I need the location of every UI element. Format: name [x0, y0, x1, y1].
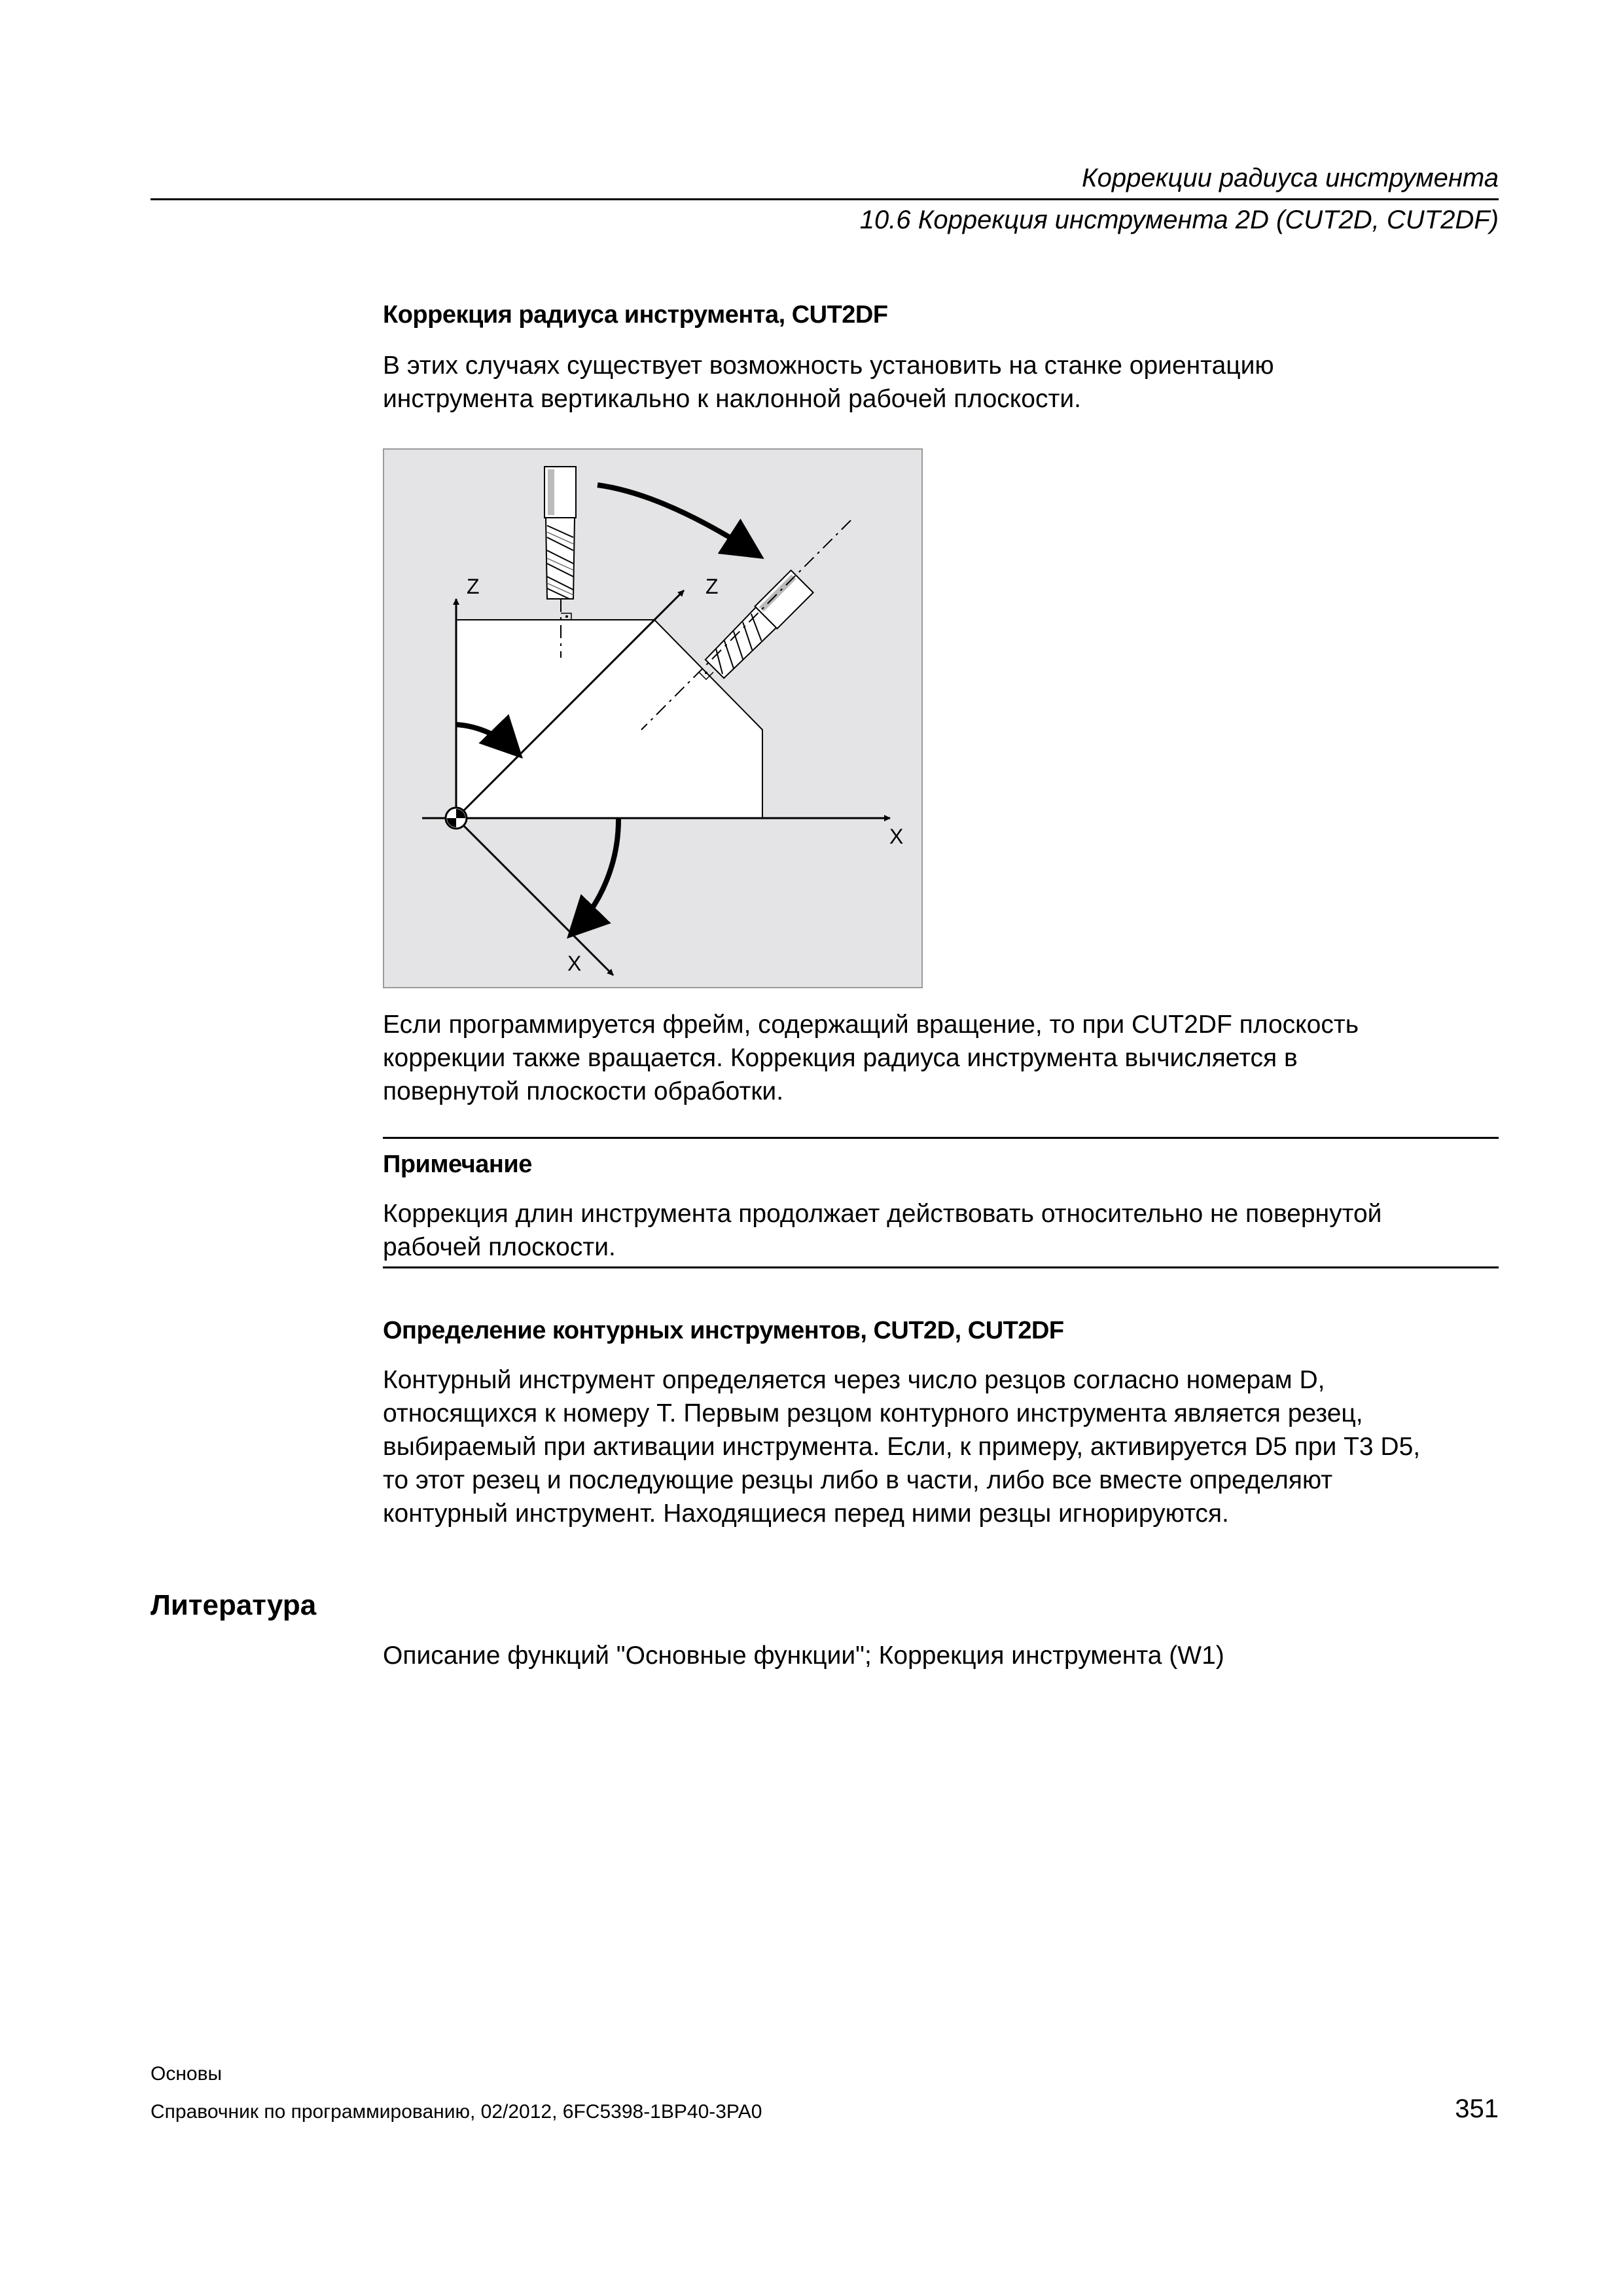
running-header-chapter: Коррекции радиуса инструмента	[1082, 164, 1499, 192]
text-line: инструмента вертикально к наклонной рабочей плоскости.	[383, 385, 1081, 413]
note-bottom-rule	[383, 1266, 1499, 1268]
text-line: то этот резец и последующие резцы либо в части, либо все вместе определяют	[383, 1466, 1333, 1494]
section-heading-cut2df: Коррекция радиуса инструмента, CUT2DF	[383, 301, 888, 329]
text-line: Если программируется фрейм, содержащий вращение, то при CUT2DF плоскость	[383, 1011, 1359, 1039]
text-line: Контурный инструмент определяется через число резцов согласно номерам D,	[383, 1366, 1325, 1394]
text-line: выбираемый при активации инструмента. Если, к примеру, активируется D5 при T3 D5,	[383, 1433, 1421, 1461]
section2-paragraph	[383, 1008, 1359, 1108]
page-number: 351	[1455, 2094, 1499, 2123]
literature-heading: Литература	[151, 1589, 317, 1621]
running-header-section: 10.6 Коррекция инструмента 2D (CUT2D, CUT2DF)	[859, 206, 1499, 234]
text-line: повернутой плоскости обработки.	[383, 1077, 784, 1105]
text-line: относящихся к номеру T. Первым резцом контурного инструмента является резец,	[383, 1399, 1363, 1427]
footer-line-1: Основы	[151, 2063, 223, 2085]
section3-paragraph	[383, 1363, 1420, 1530]
origin-symbol-icon	[446, 808, 467, 829]
rotated-z-axis-label: Z	[705, 575, 719, 598]
header-rule	[151, 198, 1499, 200]
text-line: Коррекция длин инструмента продолжает действовать относительно не повернутой	[383, 1200, 1382, 1228]
note-paragraph	[383, 1197, 1382, 1264]
cut2df-diagram	[383, 448, 923, 988]
text-line: В этих случаях существует возможность установить на станке ориентацию	[383, 351, 1274, 380]
footer-line-2: Справочник по программированию, 02/2012, 6FC5398-1BP40-3PA0	[151, 2101, 762, 2123]
literature-reference: Описание функций "Основные функции"; Коррекция инструмента (W1)	[383, 1641, 1224, 1670]
section-heading-contour-tools: Определение контурных инструментов, CUT2D, CUT2DF	[383, 1317, 1064, 1344]
note-top-rule	[383, 1137, 1499, 1139]
text-line: коррекции также вращается. Коррекция радиуса инструмента вычисляется в	[383, 1044, 1298, 1072]
section1-paragraph	[383, 349, 1274, 416]
note-heading: Примечание	[383, 1151, 532, 1178]
x-axis-label: X	[889, 825, 904, 848]
rotated-x-axis-label: X	[567, 952, 582, 975]
z-axis-label: Z	[467, 575, 480, 598]
right-angle-dot	[705, 672, 707, 674]
text-line: контурный инструмент. Находящиеся перед ними резцы игнорируются.	[383, 1499, 1229, 1528]
text-line: рабочей плоскости.	[383, 1233, 616, 1261]
